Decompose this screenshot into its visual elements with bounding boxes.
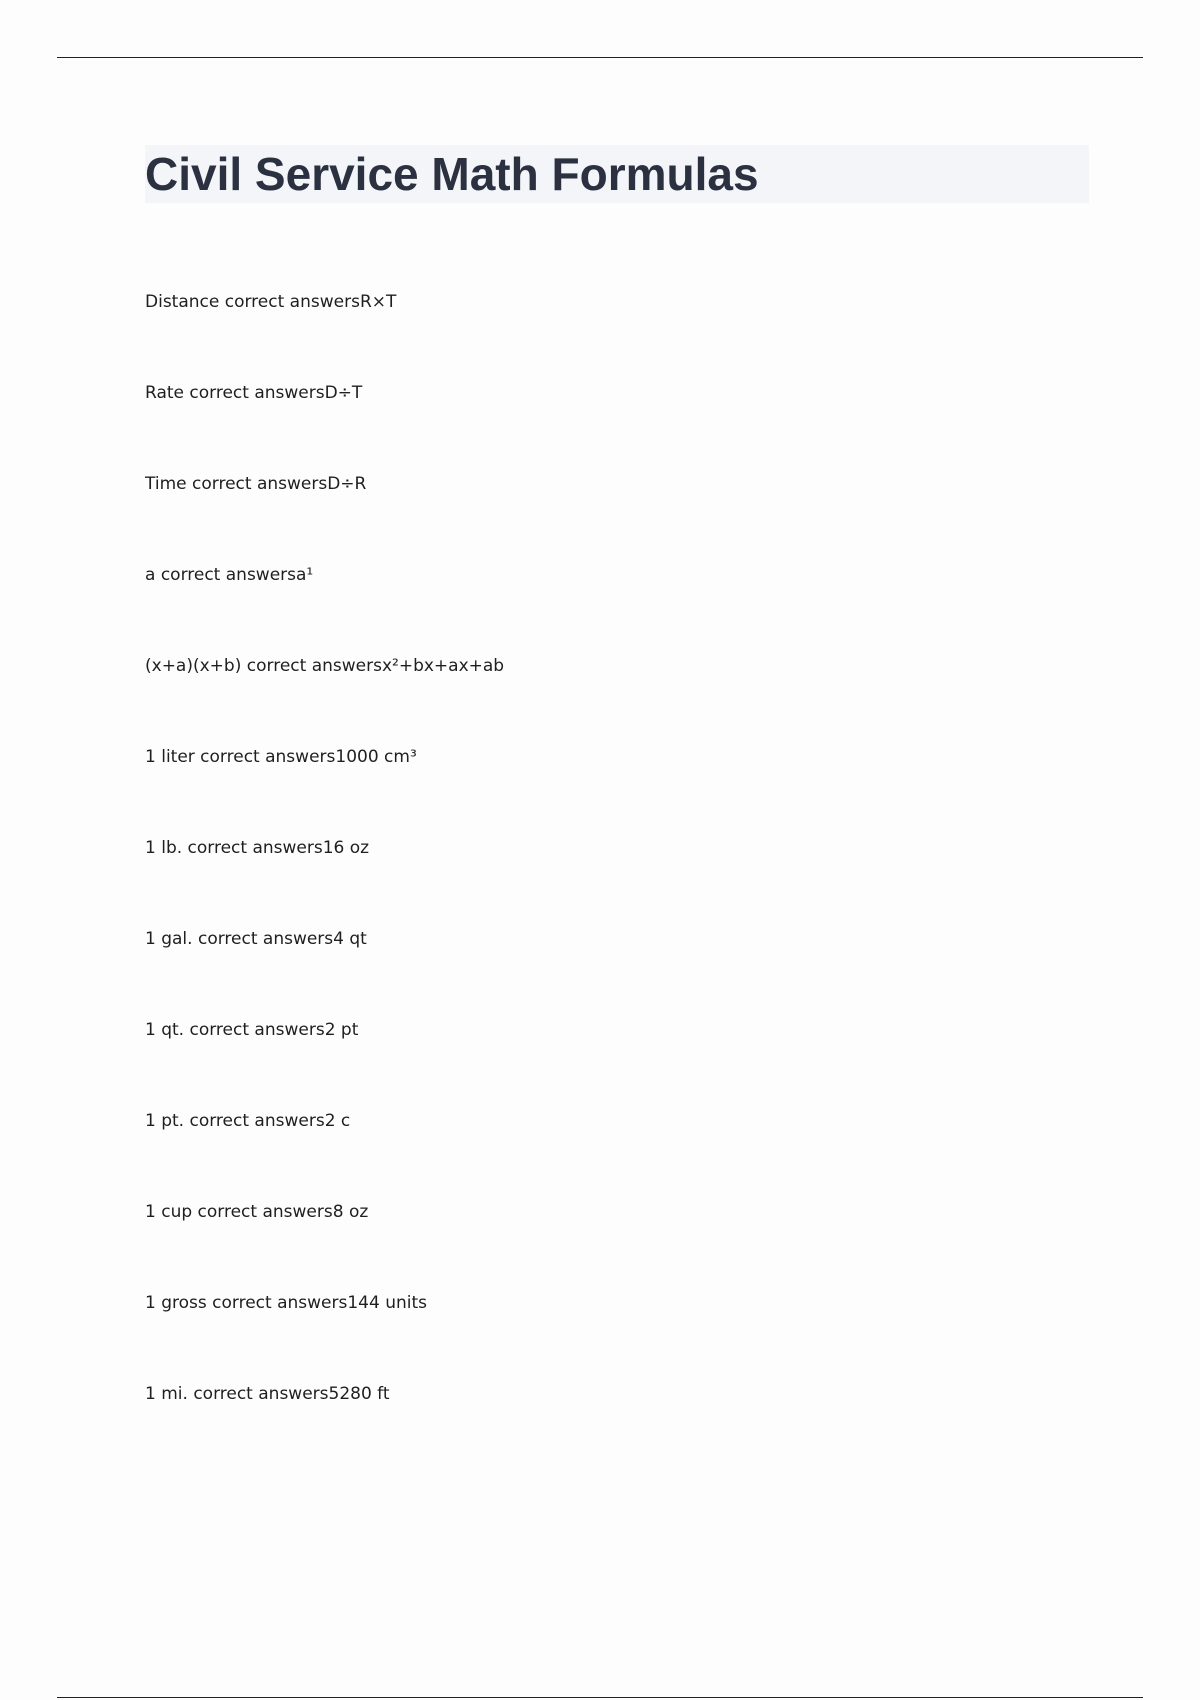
flashcard-entry	[145, 654, 1045, 745]
entry-answer-label: correct answers	[187, 1384, 329, 1404]
entry-term: (x+a)(x+b)	[145, 656, 242, 676]
entry-answer-label: correct answers	[184, 1020, 325, 1040]
flashcard-entry	[145, 1382, 1045, 1473]
entry-answer: x²+bx+ax+ab	[381, 656, 505, 676]
flashcard-list	[145, 290, 1045, 1473]
entry-answer-label: correct answers	[186, 474, 328, 494]
entry-term: 1 liter	[145, 747, 195, 767]
flashcard-entry	[145, 1018, 1045, 1109]
flashcard-entry	[145, 381, 1045, 472]
bottom-divider	[57, 1697, 1143, 1698]
flashcard-entry	[145, 1291, 1045, 1382]
entry-answer: 2 c	[324, 1111, 351, 1131]
entry-answer: 8 oz	[332, 1202, 369, 1222]
entry-answer: D÷T	[324, 383, 363, 403]
entry-answer: R×T	[359, 292, 397, 312]
entry-answer: 144 units	[347, 1293, 427, 1313]
entry-answer-label: correct answers	[219, 292, 360, 312]
top-divider	[57, 57, 1143, 58]
entry-term: 1 pt.	[145, 1111, 185, 1131]
title-banner	[145, 145, 1089, 203]
entry-term: 1 qt.	[145, 1020, 185, 1040]
entry-answer-label: correct answers	[192, 929, 334, 949]
entry-term: Rate	[145, 383, 184, 403]
entry-term: 1 lb.	[145, 838, 183, 858]
entry-answer: D÷R	[327, 474, 367, 494]
entry-answer-label: correct answers	[155, 565, 297, 585]
entry-answer-label: correct answers	[183, 383, 325, 403]
entry-answer: 2 pt	[324, 1020, 359, 1040]
entry-answer: 4 qt	[333, 929, 367, 949]
flashcard-entry	[145, 472, 1045, 563]
flashcard-entry	[145, 836, 1045, 927]
entry-answer-label: correct answers	[184, 1111, 325, 1131]
entry-answer: a¹	[296, 565, 314, 585]
entry-answer: 5280 ft	[328, 1384, 390, 1404]
entry-answer: 16 oz	[322, 838, 370, 858]
flashcard-entry	[145, 1200, 1045, 1291]
flashcard-entry	[145, 745, 1045, 836]
entry-term: 1 gal.	[145, 929, 193, 949]
flashcard-entry	[145, 927, 1045, 1018]
entry-term: 1 gross	[145, 1293, 207, 1313]
entry-answer: 1000 cm³	[335, 747, 417, 767]
entry-term: a	[145, 565, 156, 585]
entry-answer-label: correct answers	[241, 656, 382, 676]
entry-term: 1 mi.	[145, 1384, 188, 1404]
flashcard-entry	[145, 290, 1045, 381]
entry-answer-label: correct answers	[182, 838, 323, 858]
flashcard-entry	[145, 1109, 1045, 1200]
entry-answer-label: correct answers	[192, 1202, 333, 1222]
entry-term: Time	[145, 474, 187, 494]
entry-term: 1 cup	[145, 1202, 193, 1222]
entry-answer-label: correct answers	[194, 747, 336, 767]
flashcard-entry	[145, 563, 1045, 654]
page-title: Civil Service Math Formulas	[145, 148, 759, 200]
entry-answer-label: correct answers	[206, 1293, 348, 1313]
entry-term: Distance	[145, 292, 220, 312]
